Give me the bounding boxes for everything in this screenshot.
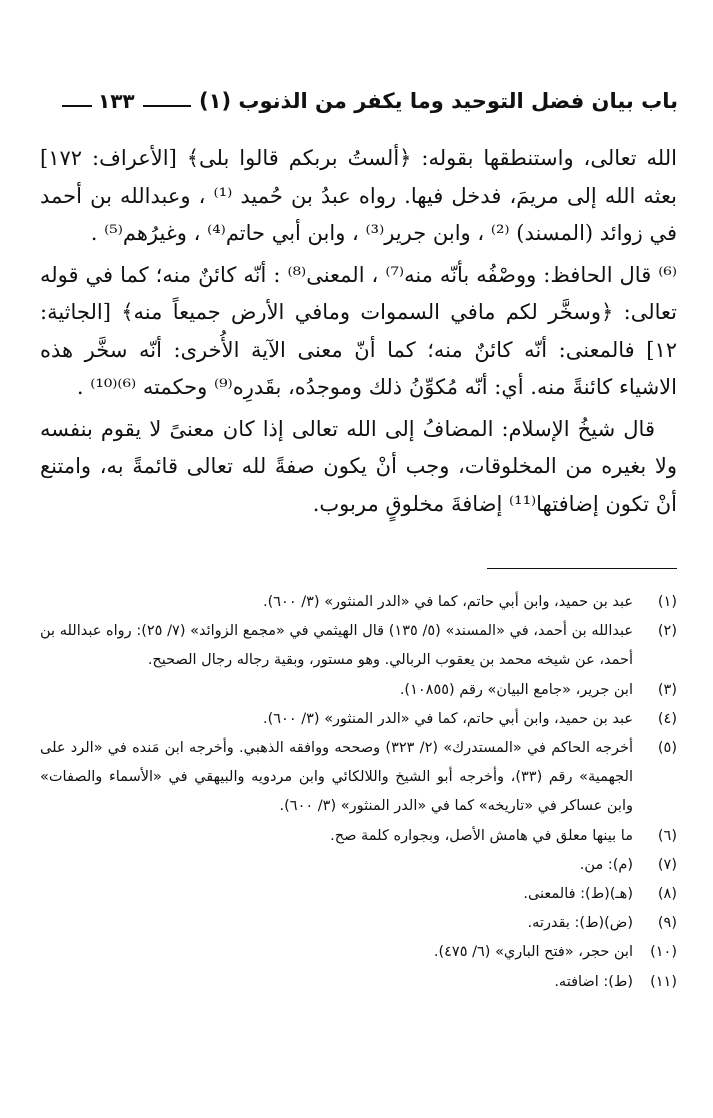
chapter-title: باب بيان فضل التوحيد وما يكفر من الذنوب (١) xyxy=(199,89,678,113)
footnote-1 xyxy=(40,588,677,617)
footnote-number: (١) xyxy=(657,594,677,610)
header-rule xyxy=(143,105,191,107)
paragraph-3: قال شيخُ الإسلام: المضافُ إلى الله تعالى إذا كان معنىً لا يقوم بنفسه ولا بغيره من المخلوقات، وجب أنْ يكون صفةً لله تعالى قائمةً به، وامتنع أنْ تكون إضافتها⁽¹¹⁾ إضافةَ مخلوقٍ مربوب. xyxy=(40,416,677,516)
footnote-11 xyxy=(40,968,677,997)
footnote-text: (ض)(ط): بقدرته. xyxy=(527,915,633,932)
footnote-number: (٤) xyxy=(657,710,677,727)
main-text xyxy=(40,140,677,523)
footnote-text: (ط): اضافته. xyxy=(554,973,633,990)
footnote-text: ابن جرير، «جامع البيان» رقم (١٠٨٥٥). xyxy=(399,681,633,698)
footnote-number: (٢) xyxy=(657,623,677,640)
paragraph-1: الله تعالى، واستنطقها بقوله: ﴿ألستُ بربكم قالوا بلى﴾ [الأعراف: ١٧٢] بعثه الله إلى مريمَ، فدخل فيها. رواه عبدُ بن حُميد ⁽¹⁾ ، وعبدالله بن أحمد في زوائد (المسند) ⁽²⁾ ، وابن جرير⁽³⁾ ، وابن أبي حاتم⁽⁴⁾ ، وغيرُهم⁽⁵⁾ . xyxy=(40,146,678,245)
footnote-number: (٦) xyxy=(657,827,677,844)
footnote-text: عبدالله بن أحمد، في «المسند» (٥/ ١٣٥) قال الهيثمي في «مجمع الزوائد» (٧/ ٢٥): رواه عبدالله بن أحمد، عن شيخه محمد بن يعقوب الربالي. وهو مستور، وبقية رجاله رجال الصحيح. xyxy=(40,623,633,669)
footnote-text: (هـ)(ط): فالمعنى. xyxy=(523,886,633,903)
footnote-10 xyxy=(40,938,677,967)
footnote-5 xyxy=(40,734,677,822)
footnote-number: (٨) xyxy=(657,886,677,903)
footnote-6 xyxy=(40,822,677,851)
footnote-4 xyxy=(40,705,677,734)
footnote-separator xyxy=(487,568,677,569)
footnote-number: (١١) xyxy=(650,973,677,990)
footnote-2 xyxy=(40,617,677,675)
footnote-text: (م): من. xyxy=(579,856,633,873)
footnote-7 xyxy=(40,851,677,880)
footnote-number: (٩) xyxy=(657,915,677,932)
running-header xyxy=(62,84,678,118)
footnote-number: (١٠) xyxy=(650,944,677,961)
footnote-number: (٣) xyxy=(657,681,677,698)
header-dash xyxy=(62,105,92,107)
footnote-text: عبد بن حميد، وابن أبي حاتم، كما في «الدر المنثور» (٣/ ٦٠٠). xyxy=(262,594,633,610)
footnotes xyxy=(40,588,677,997)
footnote-text: ما بينها معلق في هامش الأصل، وبجواره كلمة صح. xyxy=(330,827,633,844)
footnote-8 xyxy=(40,880,677,909)
footnote-text: أخرجه الحاكم في «المستدرك» (٢/ ٣٢٣) وصححه ووافقه الذهبي. وأخرجه ابن مَنده في «الرد على الجهمية» رقم (٣٣)، وأخرجه أبو الشيخ واللالكائي وابن مردويه والبيهقي في «الأسماء والصفات» وابن عساكر في «تاريخه» كما في «الدر المنثور» (٣/ ٦٠٠). xyxy=(40,740,633,815)
footnote-3 xyxy=(40,676,677,705)
page-number: ١٣٣ xyxy=(98,89,135,113)
footnote-text: عبد بن حميد، وابن أبي حاتم، كما في «الدر المنثور» (٣/ ٦٠٠). xyxy=(262,710,633,727)
footnote-number: (٧) xyxy=(657,856,677,873)
footnote-number: (٥) xyxy=(657,740,677,757)
footnote-text: ابن حجر، «فتح الباري» (٦/ ٤٧٥). xyxy=(433,944,633,961)
footnote-9 xyxy=(40,909,677,938)
paragraph-2: ⁽⁶⁾ قال الحافظ: ووصْفُه بأنّه منه⁽⁷⁾ ، المعنى⁽⁸⁾ : أنّه كائنٌ منه؛ كما في قوله تعالى: ﴿وسخَّر لكم مافي السموات ومافي الأرض جميعاً منه﴾ [الجاثية: ١٢] فالمعنى: أنّه كائنٌ منه؛ كما أنّ معنى الآية الأُخرى: أنّه سخَّر هذه الاشياء كائنةً منه. أي: أنّه مُكوِّنُ ذلك وموجدُه، بقَدرِه⁽⁹⁾ وحكمته ⁽⁶⁾⁽¹⁰⁾ . xyxy=(40,262,677,399)
